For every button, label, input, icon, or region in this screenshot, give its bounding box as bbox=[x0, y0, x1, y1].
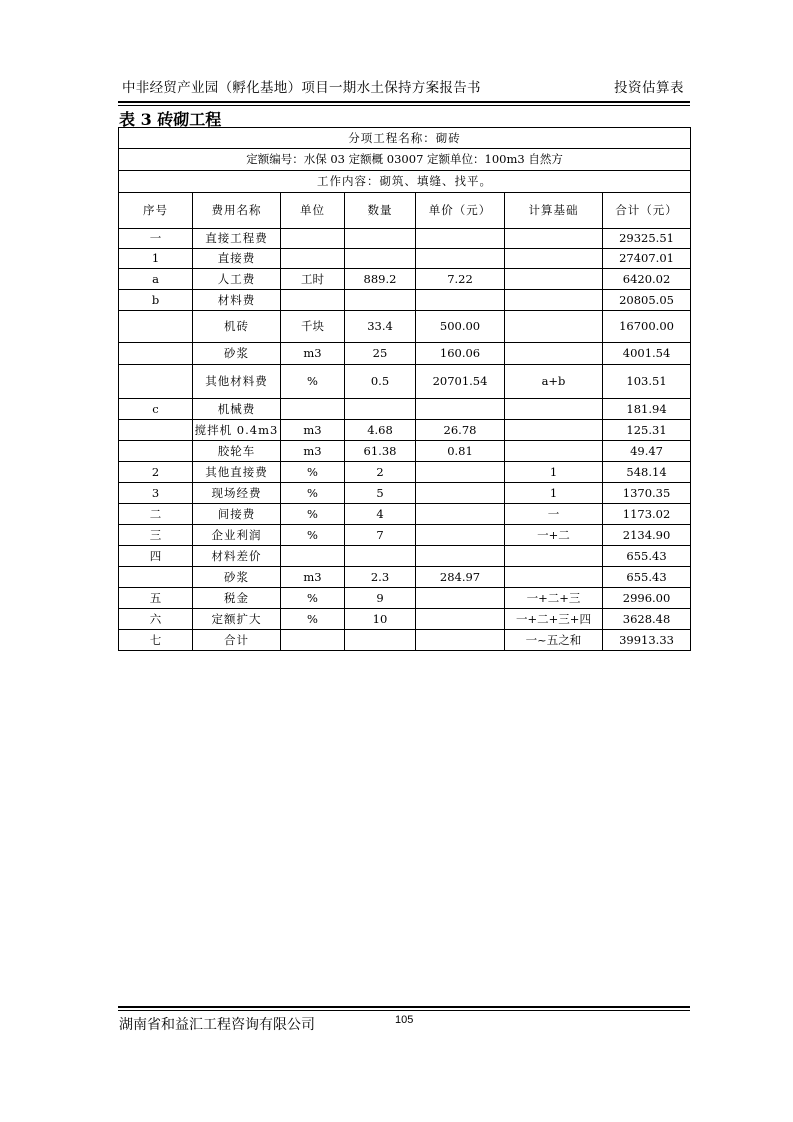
row-name-cell: 其他直接费 bbox=[193, 462, 281, 483]
row-total-cell: 2996.00 bbox=[603, 588, 691, 609]
row-price-cell bbox=[416, 290, 505, 311]
row-basis-cell bbox=[505, 441, 603, 462]
row-total-cell: 39913.33 bbox=[603, 630, 691, 651]
row-qty-cell: 5 bbox=[345, 483, 416, 504]
row-basis-cell: a+b bbox=[505, 365, 603, 399]
row-name-cell: 定额扩大 bbox=[193, 609, 281, 630]
table-row bbox=[119, 525, 691, 546]
table-row bbox=[119, 504, 691, 525]
row-price-cell: 7.22 bbox=[416, 269, 505, 290]
row-price-cell bbox=[416, 229, 505, 249]
table-row bbox=[119, 567, 691, 588]
row-qty-cell: 33.4 bbox=[345, 311, 416, 343]
item-name-cell: 分项工程名称：砌砖 bbox=[119, 128, 691, 149]
row-name-cell: 税金 bbox=[193, 588, 281, 609]
header-rule-thin bbox=[118, 105, 690, 106]
row-total-cell: 6420.02 bbox=[603, 269, 691, 290]
row-basis-cell bbox=[505, 399, 603, 420]
row-price-cell: 0.81 bbox=[416, 441, 505, 462]
col-header-qty: 数量 bbox=[345, 193, 416, 229]
row-qty-cell bbox=[345, 630, 416, 651]
table-row bbox=[119, 630, 691, 651]
footer-company: 湖南省和益汇工程咨询有限公司 bbox=[119, 1017, 315, 1033]
row-basis-cell bbox=[505, 269, 603, 290]
table-title: 表 3 砖砌工程 bbox=[119, 110, 222, 129]
row-total-cell: 181.94 bbox=[603, 399, 691, 420]
row-unit-cell: % bbox=[281, 609, 345, 630]
row-price-cell bbox=[416, 399, 505, 420]
table-row bbox=[119, 588, 691, 609]
row-qty-cell: 4.68 bbox=[345, 420, 416, 441]
row-total-cell: 2134.90 bbox=[603, 525, 691, 546]
row-unit-cell: m3 bbox=[281, 420, 345, 441]
row-qty-cell: 2 bbox=[345, 462, 416, 483]
header-rule bbox=[118, 101, 690, 103]
row-name-cell: 合计 bbox=[193, 630, 281, 651]
row-name-cell: 人工费 bbox=[193, 269, 281, 290]
row-basis-cell: 1 bbox=[505, 483, 603, 504]
table-row bbox=[119, 399, 691, 420]
section-title: 投资估算表 bbox=[614, 80, 684, 96]
row-no-cell: 3 bbox=[119, 483, 193, 504]
row-basis-cell: 一+二 bbox=[505, 525, 603, 546]
row-basis-cell bbox=[505, 249, 603, 269]
row-unit-cell bbox=[281, 399, 345, 420]
row-total-cell: 3628.48 bbox=[603, 609, 691, 630]
table-row bbox=[119, 229, 691, 249]
row-name-cell: 其他材料费 bbox=[193, 365, 281, 399]
row-qty-cell bbox=[345, 249, 416, 269]
row-qty-cell: 9 bbox=[345, 588, 416, 609]
col-header-name: 费用名称 bbox=[193, 193, 281, 229]
row-name-cell: 现场经费 bbox=[193, 483, 281, 504]
row-basis-cell bbox=[505, 343, 603, 365]
row-name-cell: 直接费 bbox=[193, 249, 281, 269]
row-no-cell: c bbox=[119, 399, 193, 420]
row-total-cell: 125.31 bbox=[603, 420, 691, 441]
table-row bbox=[119, 462, 691, 483]
row-price-cell bbox=[416, 249, 505, 269]
row-no-cell: b bbox=[119, 290, 193, 311]
row-total-cell: 4001.54 bbox=[603, 343, 691, 365]
row-basis-cell: 一+二+三+四 bbox=[505, 609, 603, 630]
row-no-cell bbox=[119, 420, 193, 441]
row-price-cell bbox=[416, 609, 505, 630]
row-price-cell bbox=[416, 630, 505, 651]
col-header-no: 序号 bbox=[119, 193, 193, 229]
row-price-cell: 20701.54 bbox=[416, 365, 505, 399]
row-price-cell: 160.06 bbox=[416, 343, 505, 365]
row-unit-cell: 千块 bbox=[281, 311, 345, 343]
page-number: 105 bbox=[395, 1014, 414, 1026]
row-qty-cell bbox=[345, 546, 416, 567]
row-no-cell bbox=[119, 365, 193, 399]
row-no-cell: 六 bbox=[119, 609, 193, 630]
row-qty-cell: 10 bbox=[345, 609, 416, 630]
row-unit-cell: m3 bbox=[281, 567, 345, 588]
row-price-cell bbox=[416, 546, 505, 567]
row-basis-cell bbox=[505, 311, 603, 343]
row-basis-cell: 1 bbox=[505, 462, 603, 483]
column-header-row bbox=[119, 193, 691, 229]
row-no-cell bbox=[119, 567, 193, 588]
row-no-cell bbox=[119, 311, 193, 343]
row-name-cell: 材料差价 bbox=[193, 546, 281, 567]
row-unit-cell: % bbox=[281, 504, 345, 525]
row-no-cell: 二 bbox=[119, 504, 193, 525]
row-total-cell: 27407.01 bbox=[603, 249, 691, 269]
row-price-cell bbox=[416, 588, 505, 609]
row-no-cell: 四 bbox=[119, 546, 193, 567]
row-name-cell: 砂浆 bbox=[193, 567, 281, 588]
row-no-cell: 1 bbox=[119, 249, 193, 269]
row-qty-cell bbox=[345, 399, 416, 420]
table-row bbox=[119, 311, 691, 343]
row-no-cell: a bbox=[119, 269, 193, 290]
row-total-cell: 16700.00 bbox=[603, 311, 691, 343]
row-total-cell: 103.51 bbox=[603, 365, 691, 399]
row-price-cell bbox=[416, 504, 505, 525]
table-row bbox=[119, 290, 691, 311]
row-unit-cell: % bbox=[281, 483, 345, 504]
row-basis-cell: 一 bbox=[505, 504, 603, 525]
col-header-unit: 单位 bbox=[281, 193, 345, 229]
col-header-total: 合计（元） bbox=[603, 193, 691, 229]
row-name-cell: 直接工程费 bbox=[193, 229, 281, 249]
report-title: 中非经贸产业园（孵化基地）项目一期水土保持方案报告书 bbox=[122, 80, 481, 96]
row-basis-cell bbox=[505, 567, 603, 588]
row-qty-cell: 2.3 bbox=[345, 567, 416, 588]
row-unit-cell: m3 bbox=[281, 343, 345, 365]
table-row bbox=[119, 249, 691, 269]
row-name-cell: 砂浆 bbox=[193, 343, 281, 365]
row-total-cell: 655.43 bbox=[603, 567, 691, 588]
row-qty-cell: 4 bbox=[345, 504, 416, 525]
row-unit-cell: % bbox=[281, 462, 345, 483]
row-no-cell: 五 bbox=[119, 588, 193, 609]
row-total-cell: 548.14 bbox=[603, 462, 691, 483]
row-total-cell: 49.47 bbox=[603, 441, 691, 462]
table-row bbox=[119, 609, 691, 630]
row-no-cell: 一 bbox=[119, 229, 193, 249]
row-basis-cell bbox=[505, 546, 603, 567]
row-unit-cell: 工时 bbox=[281, 269, 345, 290]
row-unit-cell: % bbox=[281, 588, 345, 609]
table-row bbox=[119, 269, 691, 290]
row-qty-cell: 889.2 bbox=[345, 269, 416, 290]
row-qty-cell: 7 bbox=[345, 525, 416, 546]
footer-rule bbox=[118, 1006, 690, 1008]
row-basis-cell bbox=[505, 229, 603, 249]
table-row bbox=[119, 343, 691, 365]
row-qty-cell bbox=[345, 290, 416, 311]
row-name-cell: 机砖 bbox=[193, 311, 281, 343]
row-no-cell: 2 bbox=[119, 462, 193, 483]
table-row bbox=[119, 483, 691, 504]
row-basis-cell bbox=[505, 420, 603, 441]
row-unit-cell: % bbox=[281, 365, 345, 399]
row-unit-cell: m3 bbox=[281, 441, 345, 462]
row-no-cell bbox=[119, 441, 193, 462]
row-name-cell: 材料费 bbox=[193, 290, 281, 311]
col-header-price: 单价（元） bbox=[416, 193, 505, 229]
row-price-cell bbox=[416, 525, 505, 546]
row-qty-cell bbox=[345, 229, 416, 249]
row-qty-cell: 61.38 bbox=[345, 441, 416, 462]
col-header-basis: 计算基础 bbox=[505, 193, 603, 229]
page-header bbox=[118, 76, 690, 98]
row-name-cell: 间接费 bbox=[193, 504, 281, 525]
table-row bbox=[119, 441, 691, 462]
row-price-cell: 284.97 bbox=[416, 567, 505, 588]
row-name-cell: 胶轮车 bbox=[193, 441, 281, 462]
row-name-cell: 机械费 bbox=[193, 399, 281, 420]
row-unit-cell bbox=[281, 249, 345, 269]
row-total-cell: 655.43 bbox=[603, 546, 691, 567]
row-qty-cell: 25 bbox=[345, 343, 416, 365]
row-unit-cell bbox=[281, 290, 345, 311]
row-total-cell: 29325.51 bbox=[603, 229, 691, 249]
row-name-cell: 搅拌机 0.4m3 bbox=[193, 420, 281, 441]
table-row bbox=[119, 365, 691, 399]
info-row-item bbox=[119, 128, 691, 149]
row-basis-cell bbox=[505, 290, 603, 311]
row-no-cell: 三 bbox=[119, 525, 193, 546]
row-unit-cell bbox=[281, 229, 345, 249]
cost-table bbox=[118, 127, 691, 651]
row-no-cell bbox=[119, 343, 193, 365]
info-row-quota bbox=[119, 149, 691, 171]
row-unit-cell: % bbox=[281, 525, 345, 546]
row-no-cell: 七 bbox=[119, 630, 193, 651]
row-total-cell: 20805.05 bbox=[603, 290, 691, 311]
info-row-work bbox=[119, 171, 691, 193]
table-row bbox=[119, 546, 691, 567]
table-row bbox=[119, 420, 691, 441]
row-price-cell bbox=[416, 483, 505, 504]
row-total-cell: 1370.35 bbox=[603, 483, 691, 504]
footer-rule-thin bbox=[118, 1010, 690, 1011]
row-name-cell: 企业利润 bbox=[193, 525, 281, 546]
row-price-cell: 26.78 bbox=[416, 420, 505, 441]
row-unit-cell bbox=[281, 546, 345, 567]
work-content-cell: 工作内容：砌筑、填缝、找平。 bbox=[119, 171, 691, 193]
quota-cell: 定额编号：水保 03 定额概 03007 定额单位：100m3 自然方 bbox=[119, 149, 691, 171]
row-qty-cell: 0.5 bbox=[345, 365, 416, 399]
row-total-cell: 1173.02 bbox=[603, 504, 691, 525]
row-price-cell: 500.00 bbox=[416, 311, 505, 343]
cost-table-body bbox=[119, 128, 691, 651]
row-price-cell bbox=[416, 462, 505, 483]
row-unit-cell bbox=[281, 630, 345, 651]
row-basis-cell: 一~五之和 bbox=[505, 630, 603, 651]
row-basis-cell: 一+二+三 bbox=[505, 588, 603, 609]
